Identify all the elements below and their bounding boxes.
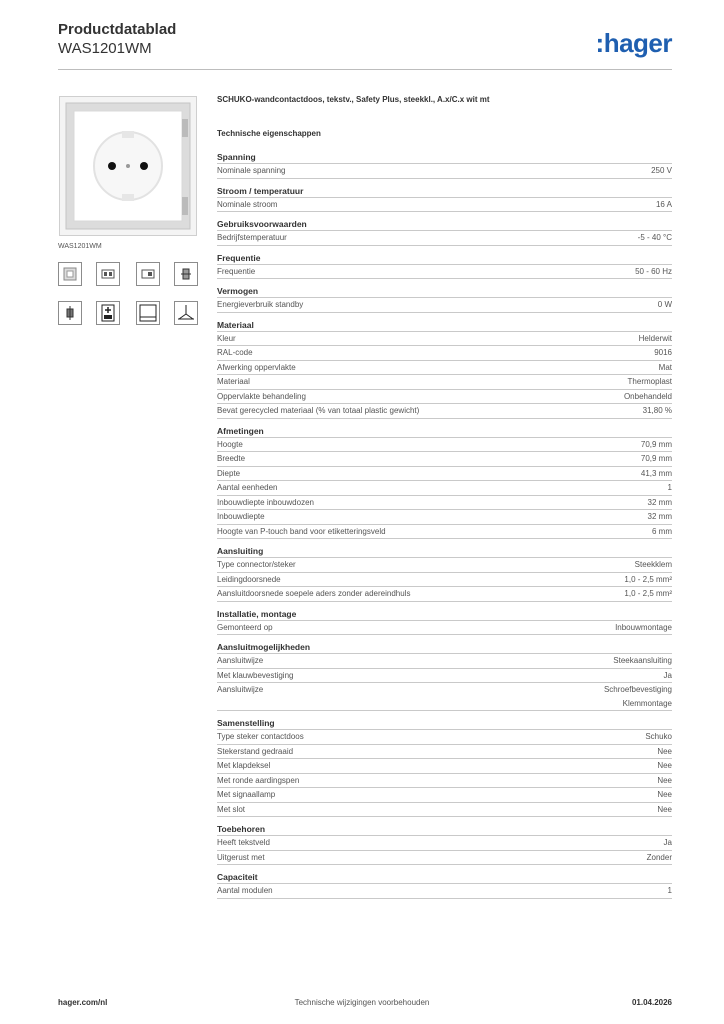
spec-row: [217, 480, 672, 495]
spec-section: [217, 252, 672, 280]
spec-value: Helderwit: [638, 333, 672, 343]
spec-label: Met klapdeksel: [217, 761, 271, 770]
spec-label: Bedrijfstemperatuur: [217, 233, 287, 242]
spec-label: Leidingdoorsnede: [217, 574, 281, 584]
spec-row: [217, 883, 672, 899]
footer-disclaimer: Technische wijzigingen voorbehouden: [294, 998, 430, 1007]
spec-label: RAL-code: [217, 348, 253, 357]
spec-section: [217, 425, 672, 540]
spec-label: Nominale stroom: [217, 199, 278, 209]
spec-value: 31,80 %: [642, 406, 672, 415]
spec-row: [217, 773, 672, 788]
spec-label: Hoogte van P-touch band voor etiketteringsveld: [217, 526, 386, 536]
spec-value: 1,0 - 2,5 mm²: [624, 574, 672, 584]
spec-label: Met signaallamp: [217, 790, 276, 799]
spec-section: [217, 641, 672, 711]
spec-section: [217, 185, 672, 213]
spec-row: [217, 403, 672, 419]
spec-label: Uitgerust met: [217, 852, 265, 862]
section-title: Vermogen: [217, 286, 259, 296]
spec-row: [217, 729, 672, 744]
spec-value: 70,9 mm: [640, 439, 672, 449]
spec-label: Breedte: [217, 454, 246, 463]
spec-label: Type connector/steker: [217, 560, 296, 569]
section-title: Frequentie: [217, 252, 261, 263]
article-number: WAS1201WM: [58, 40, 152, 57]
spec-label: Bevat gerecycled materiaal (% van totaal plastic gewicht): [217, 406, 420, 415]
spec-label: Inbouwdiepte: [217, 512, 265, 521]
page-title: Productdatablad: [58, 21, 177, 38]
frame-icon: [136, 301, 160, 325]
spec-section: [217, 151, 672, 179]
spec-row: [217, 331, 672, 346]
spec-label: Aansluitdoorsnede soepele aders zonder adereindhuls: [217, 589, 411, 598]
spec-value: 1: [667, 886, 672, 895]
spec-row: [217, 360, 672, 375]
spec-value: 50 - 60 Hz: [635, 266, 672, 276]
spec-row: [217, 668, 672, 683]
spec-value: Mat: [658, 362, 672, 372]
spec-section: [217, 319, 672, 419]
spec-row: [217, 389, 672, 404]
spec-row: [217, 557, 672, 572]
tech-properties-heading: Technische eigenschappen: [217, 129, 321, 138]
header-divider: [58, 69, 672, 70]
spec-row: [217, 297, 672, 313]
spec-label: Met klauwbevestiging: [217, 670, 294, 680]
section-title: Capaciteit: [217, 872, 258, 882]
photo-caption: WAS1201WM: [58, 243, 102, 250]
spec-value: 32 mm: [647, 497, 672, 507]
spec-row: [217, 586, 672, 602]
spec-label: Aansluitwijze: [217, 656, 264, 665]
spec-section: [217, 823, 672, 865]
spec-row: [217, 682, 672, 711]
spec-label: Met ronde aardingspen: [217, 775, 300, 785]
spec-label: Afwerking oppervlakte: [217, 362, 296, 372]
spec-value: Nee: [657, 775, 672, 785]
spec-label: Inbouwdiepte inbouwdozen: [217, 497, 314, 507]
spec-label: Materiaal: [217, 377, 250, 386]
spec-label: Kleur: [217, 333, 236, 343]
section-title: Toebehoren: [217, 824, 266, 834]
spec-value: 0 W: [657, 300, 672, 309]
spec-label: Met slot: [217, 804, 246, 814]
spec-value: Schuko: [645, 732, 672, 741]
spec-section: [217, 218, 672, 246]
spec-value: 32 mm: [647, 512, 672, 521]
spec-value: Nee: [657, 746, 672, 756]
spec-section: [217, 545, 672, 602]
spec-row: [217, 787, 672, 802]
product-description: SCHUKO-wandcontactdoos, tekstv., Safety Plus, steekkl., A.x/C.x wit mt: [217, 95, 490, 104]
spec-value: 1: [667, 483, 672, 492]
spec-label: Aantal modulen: [217, 886, 273, 895]
spec-label: Frequentie: [217, 266, 256, 276]
socket-illustration: [60, 97, 196, 235]
spec-row: [217, 466, 672, 481]
spec-value: Nee: [657, 790, 672, 799]
spec-value: Schroefbevestiging Klemmontage: [603, 685, 672, 708]
footer-website[interactable]: hager.com/nl: [58, 998, 108, 1007]
spec-value: 41,3 mm: [640, 468, 672, 478]
dimension-icon: [96, 301, 120, 325]
section-title: Materiaal: [217, 319, 254, 330]
spec-value: 16 A: [655, 199, 672, 209]
product-view-icon: [58, 262, 82, 286]
spec-value: Zonder: [646, 852, 672, 862]
spec-value: 1,0 - 2,5 mm²: [624, 589, 672, 598]
section-title: Spanning: [217, 152, 256, 162]
spec-row: [217, 509, 672, 524]
spec-label: Aantal eenheden: [217, 483, 278, 492]
wiring-icon: [174, 262, 198, 286]
footer-date: 01.04.2026: [631, 998, 672, 1007]
front-view-icon: [96, 262, 120, 286]
spec-label: Diepte: [217, 468, 241, 478]
spec-value: 250 V: [651, 166, 672, 175]
spec-value: Nee: [657, 761, 672, 770]
spec-row: [217, 524, 672, 540]
spec-section: [217, 285, 672, 313]
spec-row: [217, 835, 672, 850]
spec-row: [217, 758, 672, 773]
spec-value: 70,9 mm: [640, 454, 672, 463]
hager-logo: :hager: [595, 28, 672, 58]
spec-value: Nee: [657, 804, 672, 814]
spec-value: -5 - 40 °C: [637, 233, 672, 242]
section-title: Gebruiksvoorwaarden: [217, 219, 307, 229]
spec-label: Nominale spanning: [217, 166, 286, 175]
spec-value: 9016: [654, 348, 672, 357]
section-title: Aansluiting: [217, 546, 264, 556]
spec-row: [217, 802, 672, 818]
spec-content: [217, 95, 672, 905]
spec-row: [217, 850, 672, 866]
product-photo: [59, 96, 197, 236]
spec-row: [217, 572, 672, 587]
spec-row: [217, 345, 672, 360]
spec-row: [217, 495, 672, 510]
spec-label: Stekerstand gedraaid: [217, 746, 294, 756]
spec-label: Gemonteerd op: [217, 622, 273, 632]
spec-row: [217, 163, 672, 179]
spec-value: Steekklem: [634, 560, 672, 569]
spec-row: [217, 653, 672, 668]
circuit-icon: [174, 301, 198, 325]
spec-value: Ja: [663, 838, 672, 847]
spec-row: [217, 451, 672, 466]
spec-value: 6 mm: [652, 526, 672, 536]
spec-value: Inbouwmontage: [615, 622, 672, 632]
spec-row: [217, 197, 672, 213]
spec-row: [217, 620, 672, 636]
spec-value: Thermoplast: [627, 377, 672, 386]
spec-row: [217, 230, 672, 246]
spec-row: [217, 437, 672, 452]
spec-row: [217, 374, 672, 389]
spec-label: Hoogte: [217, 439, 243, 449]
spec-section: [217, 717, 672, 817]
spec-sections: [217, 151, 672, 899]
spec-value: Steekaansluiting: [613, 656, 672, 665]
section-title: Installatie, montage: [217, 608, 297, 619]
section-title: Afmetingen: [217, 425, 264, 436]
spec-label: Heeft tekstveld: [217, 838, 270, 847]
side-view-icon: [136, 262, 160, 286]
section-title: Samenstelling: [217, 718, 275, 728]
spec-value: Ja: [663, 670, 672, 680]
spec-row: [217, 264, 672, 280]
spec-section: [217, 871, 672, 899]
spec-label: Energieverbruik standby: [217, 300, 304, 309]
terminal-icon: [58, 301, 82, 325]
section-title: Aansluitmogelijkheden: [217, 642, 311, 652]
spec-label: Type steker contactdoos: [217, 732, 304, 741]
spec-row: [217, 744, 672, 759]
spec-section: [217, 608, 672, 636]
section-title: Stroom / temperatuur: [217, 185, 304, 196]
spec-label: Oppervlakte behandeling: [217, 391, 306, 401]
spec-value: Onbehandeld: [623, 391, 672, 401]
spec-label: Aansluitwijze: [217, 685, 264, 694]
